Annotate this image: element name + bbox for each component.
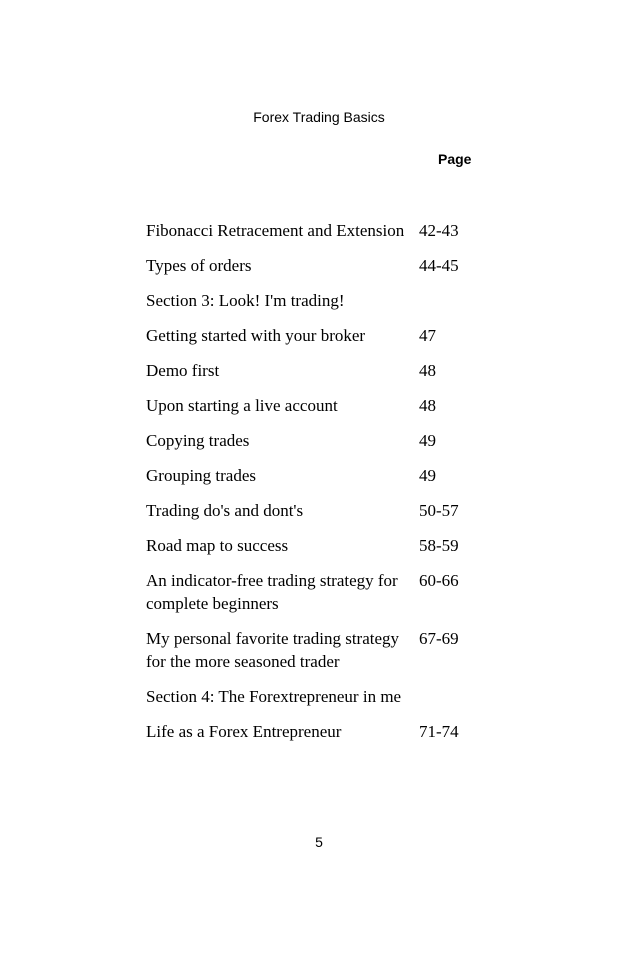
toc-entry	[146, 254, 476, 277]
toc-entry-page: 42-43	[419, 221, 459, 240]
toc-entry	[146, 324, 476, 347]
toc-entry-title: Trading do's and dont's	[146, 501, 304, 520]
toc-entry	[146, 394, 476, 417]
page-number: 5	[315, 834, 323, 850]
toc-entry-page: 50-57	[419, 501, 459, 520]
toc-entry	[146, 499, 476, 522]
toc-entry-title: Copying trades	[146, 431, 250, 450]
toc-entry-title: Demo first	[146, 361, 220, 380]
toc-entry	[146, 627, 476, 673]
toc-entry	[146, 720, 476, 743]
toc-entry-page: 67-69	[419, 629, 459, 648]
toc-entry-page: 58-59	[419, 536, 459, 555]
toc-entry-title: Life as a Forex Entrepreneur	[146, 722, 342, 741]
toc-entry-page: 48	[419, 361, 436, 380]
toc-entry-title: Getting started with your broker	[146, 326, 366, 345]
toc-entry-page: 71-74	[419, 722, 459, 741]
toc-entry-title: Types of orders	[146, 256, 252, 275]
toc-entry-page: 47	[419, 326, 436, 345]
toc-entry	[146, 569, 476, 615]
toc-entry-title: Grouping trades	[146, 466, 257, 485]
toc-entry-title: Section 4: The Forextrepreneur in me	[146, 687, 402, 706]
toc-entry-page: 48	[419, 396, 436, 415]
toc-entry-page: 49	[419, 466, 436, 485]
toc-entry-title: Upon starting a live account	[146, 396, 338, 415]
table-of-contents	[146, 219, 476, 755]
toc-entry-page: 49	[419, 431, 436, 450]
toc-entry-title: Section 3: Look! I'm trading!	[146, 291, 345, 310]
toc-entry	[146, 219, 476, 242]
toc-entry-page: 44-45	[419, 256, 459, 275]
toc-entry-title: Fibonacci Retracement and Extension	[146, 221, 405, 240]
toc-section-heading	[146, 289, 476, 312]
toc-entry	[146, 464, 476, 487]
toc-entry-title: An indicator-free trading strategy for complete beginners	[146, 571, 398, 613]
toc-section-heading	[146, 685, 476, 708]
toc-entry	[146, 359, 476, 382]
toc-entry-page: 60-66	[419, 571, 459, 590]
toc-entry-title: My personal favorite trading strategy for the more seasoned trader	[146, 629, 400, 671]
page-column-label: Page	[438, 151, 472, 167]
toc-entry	[146, 429, 476, 452]
toc-entry-title: Road map to success	[146, 536, 289, 555]
toc-entry	[146, 534, 476, 557]
running-header: Forex Trading Basics	[253, 109, 385, 125]
